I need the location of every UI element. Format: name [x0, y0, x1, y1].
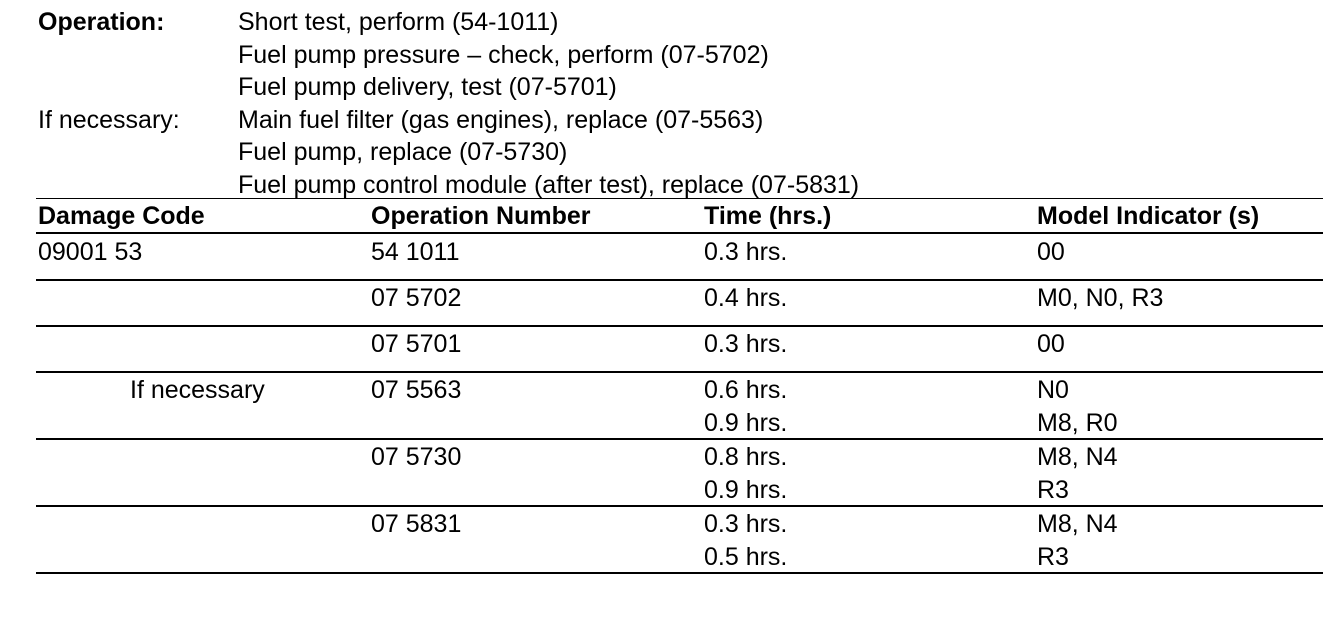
operations-block: [38, 6, 1328, 201]
operation-number: 07 5563: [371, 376, 462, 404]
time-value: 0.3 hrs.: [704, 330, 788, 358]
time-value: 0.3 hrs.: [704, 510, 788, 538]
operation-text: Fuel pump delivery, test (07-5701): [238, 73, 617, 101]
operation-line: [38, 104, 1328, 137]
operation-line: [38, 39, 1328, 72]
time-value: 0.6 hrs.: [704, 376, 788, 404]
row-rule: [36, 572, 1323, 574]
operation-line: [38, 136, 1328, 169]
operation-number: 07 5702: [371, 284, 462, 312]
operation-label: Operation:: [38, 8, 165, 36]
model-indicator: N0: [1037, 376, 1069, 404]
model-indicator: M8, N4: [1037, 443, 1118, 471]
model-indicator: 00: [1037, 238, 1065, 266]
operation-text: Fuel pump pressure – check, perform (07-5702): [238, 40, 769, 69]
operation-number: 07 5701: [371, 330, 462, 358]
if-necessary-label: If necessary:: [38, 105, 180, 134]
row-rule: [36, 325, 1323, 327]
model-indicator: M8, N4: [1037, 510, 1118, 538]
time-value: 0.3 hrs.: [704, 238, 788, 266]
header-model-indicator: Model Indicator (s): [1037, 202, 1260, 230]
row-rule: [36, 438, 1323, 440]
operation-text: Short test, perform (54-1011): [238, 8, 559, 36]
header-damage-code: Damage Code: [38, 202, 205, 230]
operation-number: 54 1011: [371, 238, 460, 266]
time-value: 0.8 hrs.: [704, 443, 788, 471]
model-indicator: 00: [1037, 330, 1065, 358]
time-value: 0.9 hrs.: [704, 475, 788, 504]
time-value: 0.9 hrs.: [704, 408, 788, 437]
header-rule: [36, 232, 1323, 234]
operation-text: Main fuel filter (gas engines), replace (07-5563): [238, 105, 764, 134]
header-time: Time (hrs.): [704, 202, 832, 230]
model-indicator: M8, R0: [1037, 408, 1118, 437]
operation-line: [38, 71, 1328, 104]
model-indicator: R3: [1037, 542, 1069, 571]
model-indicator: M0, N0, R3: [1037, 284, 1164, 312]
row-rule: [36, 371, 1323, 373]
operation-text: Fuel pump, replace (07-5730): [238, 138, 568, 166]
header-operation-number: Operation Number: [371, 202, 591, 230]
operation-line: [38, 6, 1328, 39]
time-value: 0.4 hrs.: [704, 284, 788, 312]
time-value: 0.5 hrs.: [704, 542, 788, 571]
operation-number: 07 5831: [371, 510, 462, 538]
model-indicator: R3: [1037, 475, 1069, 504]
row-rule: [36, 279, 1323, 281]
damage-code: 09001 53: [38, 238, 143, 266]
if-necessary-note: If necessary: [130, 376, 265, 404]
operation-text: Fuel pump control module (after test), replace (07-5831): [238, 170, 860, 199]
operation-number: 07 5730: [371, 443, 462, 471]
row-rule: [36, 505, 1323, 507]
operation-line: [38, 169, 1328, 202]
